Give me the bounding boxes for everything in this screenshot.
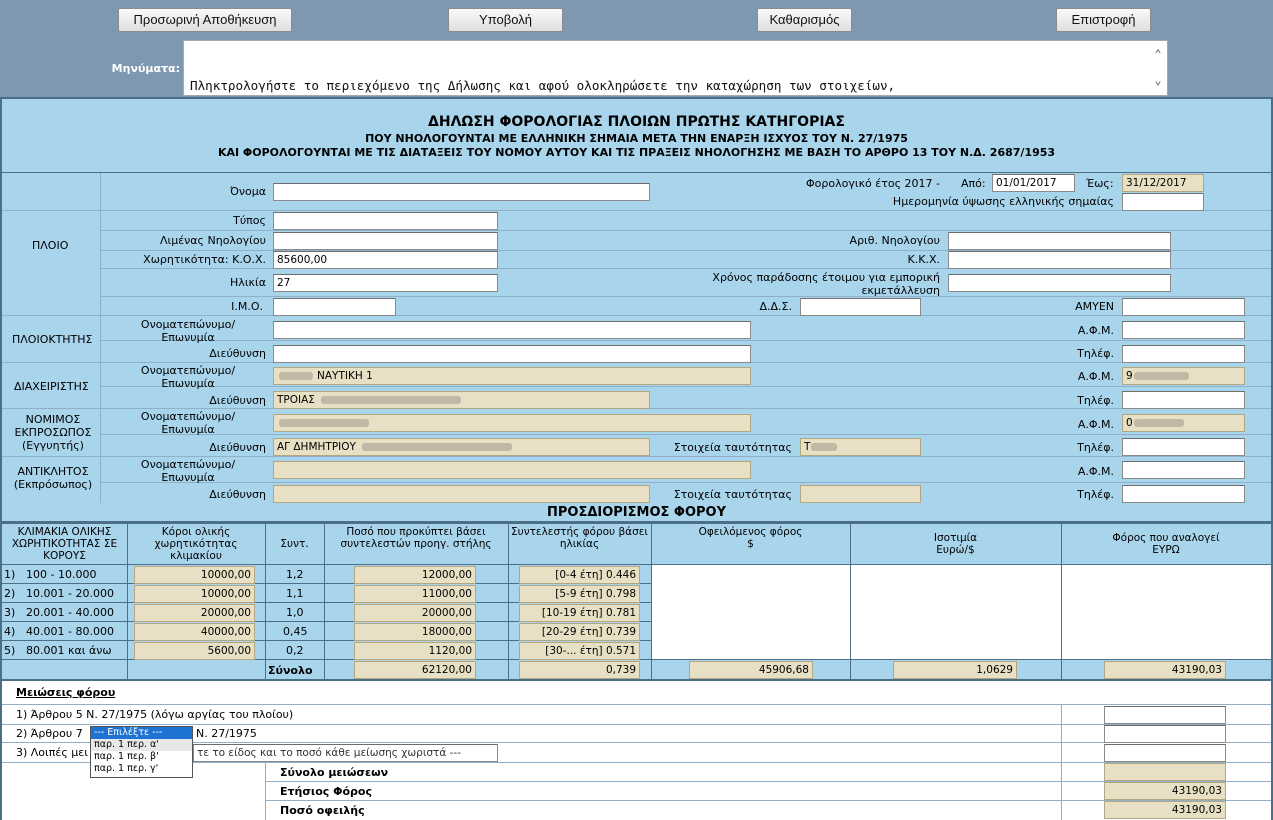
attorney-afm-input[interactable] [1122, 461, 1245, 479]
delivery-label-line-2: εκμετάλλευση [861, 284, 940, 297]
attorney-name-label [110, 458, 266, 484]
age-coef-text: 0.781 [605, 607, 636, 619]
fullname-label-line-1: Ονοματεπώνυμο/ [140, 318, 236, 331]
bracket-no: 5) [4, 644, 16, 657]
dropdown-option[interactable]: παρ. 1 περ. γ' [94, 763, 159, 774]
age-coef-text: 0.446 [605, 569, 636, 581]
owner-address-label: Διεύθυνση [209, 347, 266, 360]
ship-name-label: Όνομα [229, 185, 266, 198]
dropdown-option[interactable]: --- Επιλέξτε --- [91, 727, 192, 739]
header-tax-eur-line-1: Φόρος που αναλογεί [1112, 532, 1220, 544]
annual-tax-field: 43190,03 [1104, 782, 1226, 800]
reduction-1-label: 1) Άρθρου 5 Ν. 27/1975 (λόγω αργίας του πλοίου) [16, 708, 294, 721]
from-date-input[interactable]: 01/01/2017 [992, 174, 1075, 192]
header-rate-line-2: Ευρώ/$ [936, 544, 975, 556]
attorney-address-label: Διεύθυνση [209, 488, 266, 501]
fullname-label-line-2: Επωνυμία [161, 377, 215, 390]
owner-name-input[interactable] [273, 321, 751, 339]
bracket-range: 100 - 10.000 [26, 568, 97, 581]
header-tax-eur-line-2: ΕΥΡΩ [1152, 544, 1180, 556]
manager-afm-label: Α.Φ.Μ. [1077, 370, 1114, 383]
messages-label: Μηνύματα: [111, 62, 180, 75]
legal-rep-id-text: Τ [804, 441, 811, 453]
article7-dropdown[interactable] [90, 726, 193, 778]
age-range-text: [30-... έτη] [545, 645, 603, 657]
owner-name-label [110, 318, 266, 344]
page-title: ΔΗΛΩΣΗ ΦΟΡΟΛΟΓΙΑΣ ΠΛΟΙΩΝ ΠΡΩΤΗΣ ΚΑΤΗΓΟΡΙΑΣ [428, 114, 845, 130]
attorney-phone-label: Τηλέφ. [1077, 488, 1114, 501]
submit-button[interactable]: Υποβολή [448, 8, 563, 32]
age-input[interactable]: 27 [273, 274, 498, 292]
kkx-input[interactable] [948, 251, 1171, 269]
reductions-title: Μειώσεις φόρου [16, 686, 116, 699]
owner-section-label: ΠΛΟΙΟΚΤΗΤΗΣ [12, 333, 93, 346]
attorney-line-1: ΑΝΤΙΚΛΗΤΟΣ [17, 465, 89, 478]
kkx-label: Κ.Κ.Χ. [907, 253, 940, 266]
bracket-no: 1) [4, 568, 16, 581]
reg-no-label: Αριθ. Νηολογίου [849, 234, 940, 247]
manager-address-field [273, 391, 650, 409]
amount-field: 11000,00 [354, 585, 476, 603]
manager-address-text: ΤΡΟΙΑΣ [277, 394, 315, 406]
reduction-3-label: 3) Λοιπές μει [16, 746, 88, 759]
attorney-section-label [8, 465, 98, 491]
legal-rep-section-label [8, 413, 98, 452]
bracket-no: 3) [4, 606, 16, 619]
reduction-3-input[interactable] [1104, 744, 1226, 762]
reduction-2-label: 2) Άρθρου 7 [16, 727, 83, 740]
amount-field: 12000,00 [354, 566, 476, 584]
scroll-up-icon[interactable]: ⌃ [1154, 47, 1162, 61]
age-coef-text: 0.571 [605, 645, 636, 657]
total-eur-field: 43190,03 [1104, 661, 1226, 679]
header-tax-eur [1061, 524, 1271, 564]
bracket-range: 20.001 - 40.000 [26, 606, 114, 619]
legal-rep-line-1: ΝΟΜΙΜΟΣ [25, 413, 81, 426]
coef-value: 1,0 [286, 606, 304, 619]
reduction-2-input[interactable] [1104, 725, 1226, 743]
age-coef-field [519, 585, 640, 603]
manager-name-field [273, 367, 751, 385]
total-label: Σύνολο [268, 664, 313, 677]
attorney-line-2: (Εκπρόσωπος) [13, 478, 93, 491]
reduction-1-input[interactable] [1104, 706, 1226, 724]
manager-section-label: ΔΙΑΧΕΙΡΙΣΤΗΣ [14, 380, 89, 393]
imo-label: Ι.Μ.Ο. [231, 300, 263, 313]
imo-input[interactable] [273, 298, 396, 316]
manager-afm-field [1122, 367, 1245, 385]
dropdown-option[interactable]: παρ. 1 περ. α' [91, 739, 192, 751]
attorney-phone-input[interactable] [1122, 485, 1245, 503]
dds-input[interactable] [800, 298, 921, 316]
back-button[interactable]: Επιστροφή [1056, 8, 1151, 32]
page-subtitle-2: ΚΑΙ ΦΟΡΟΛΟΓΟΥΝΤΑΙ ΜΕ ΤΙΣ ΔΙΑΤΑΞΕΙΣ ΤΟΥ ΝΟΜΟΥ ΑΥΤΟΥ ΚΑΙ ΤΙΣ ΠΡΑΞΕΙΣ ΝΗΟΛΟΓΗΣΗΣ ΜΕ ΒΑΣΗ ΤΟ ΑΡΘΡΟ 13 ΤΟΥ Ν.Δ. 2687/1953 [217, 146, 1056, 159]
legal-rep-id-field [800, 438, 921, 456]
age-range-text: [5-9 έτη] [555, 588, 603, 600]
flag-date-label: Ημερομηνία ύψωσης ελληνικής σημαίας [892, 195, 1114, 208]
fullname-label-line-2: Επωνυμία [161, 471, 215, 484]
header-due-usd-line-1: Οφειλόμενος φόρος [698, 526, 803, 538]
owner-phone-label: Τηλέφ. [1077, 347, 1114, 360]
amount-owed-field: 43190,03 [1104, 801, 1226, 819]
reductions-sum-label: Σύνολο μειώσεων [280, 766, 389, 779]
legal-rep-address-field [273, 438, 650, 456]
type-label: Τύπος [233, 214, 266, 227]
header-rate-line-1: Ισοτιμία [933, 532, 978, 544]
tons-field: 5600,00 [134, 642, 255, 660]
legal-rep-phone-label: Τηλέφ. [1077, 441, 1114, 454]
tons-field: 20000,00 [134, 604, 255, 622]
legal-rep-address-text: ΑΓ ΔΗΜΗΤΡΙΟΥ [277, 441, 356, 453]
flag-date-input[interactable] [1122, 193, 1204, 211]
age-coef-field [519, 566, 640, 584]
annual-tax-label: Ετήσιος Φόρος [280, 785, 372, 798]
fullname-label-line-1: Ονοματεπώνυμο/ [140, 410, 236, 423]
ship-section-label: ΠΛΟΙΟ [32, 239, 69, 252]
dropdown-option[interactable]: παρ. 1 περ. β' [94, 751, 159, 762]
legal-rep-address-label: Διεύθυνση [209, 441, 266, 454]
age-coef-field [519, 604, 640, 622]
age-range-text: [0-4 έτη] [555, 569, 603, 581]
manager-afm-text: 9 [1126, 370, 1133, 382]
legal-rep-afm-field [1122, 414, 1245, 432]
tax-year-label: Φορολογικό έτος 2017 - [806, 177, 940, 190]
bracket-range: 80.001 και άνω [26, 644, 112, 657]
tax-section-title: ΠΡΟΣΔΙΟΡΙΣΜΟΣ ΦΟΡΟΥ [546, 505, 727, 520]
tons-field: 10000,00 [134, 566, 255, 584]
coef-value: 1,1 [286, 587, 304, 600]
coef-value: 1,2 [286, 568, 304, 581]
legal-rep-id-label: Στοιχεία ταυτότητας [673, 441, 792, 454]
dds-label: Δ.Δ.Σ. [759, 300, 792, 313]
delivery-label [640, 271, 940, 297]
ship-name-input[interactable] [273, 183, 650, 201]
port-input[interactable] [273, 232, 498, 250]
age-range-text: [20-29 έτη] [541, 626, 603, 638]
age-coef-field [519, 642, 640, 660]
coef-value: 0,2 [286, 644, 304, 657]
owner-phone-input[interactable] [1122, 345, 1245, 363]
amount-owed-label: Ποσό οφειλής [280, 804, 365, 817]
amount-field: 1120,00 [354, 642, 476, 660]
attorney-address-field [273, 485, 650, 503]
bracket-range: 40.001 - 80.000 [26, 625, 114, 638]
message-line-1: Πληκτρολογήστε το περιεχόμενο της Δήλωσης και αφού ολοκληρώσετε την καταχώρηση των στοιχείων, [190, 78, 896, 93]
total-usd-field: 45906,68 [689, 661, 813, 679]
amount-field: 18000,00 [354, 623, 476, 641]
reg-no-input[interactable] [948, 232, 1171, 250]
age-coef-field [519, 623, 640, 641]
amyen-label: ΑΜΥΕΝ [1075, 300, 1114, 313]
owner-afm-input[interactable] [1122, 321, 1245, 339]
to-label: Έως: [1086, 177, 1114, 190]
header-tons: Κόροι ολικής χωρητικότητας κλιμακίου [127, 524, 265, 564]
manager-phone-label: Τηλέφ. [1077, 394, 1114, 407]
manager-name-label [110, 364, 266, 390]
legal-rep-line-2: ΕΚΠΡΟΣΩΠΟΣ [14, 426, 92, 439]
scroll-down-icon[interactable]: ⌄ [1154, 73, 1162, 87]
form-header [0, 100, 1273, 172]
header-bracket: ΚΛΙΜΑΚΙΑ ΟΛΙΚΗΣ ΧΩΡΗΤΙΚΟΤΗΤΑΣ ΣΕ ΚΟΡΟΥΣ [2, 524, 127, 564]
legal-rep-phone-input[interactable] [1122, 438, 1245, 456]
bracket-no: 2) [4, 587, 16, 600]
tons-field: 40000,00 [134, 623, 255, 641]
age-coef-text: 0.739 [605, 626, 636, 638]
bracket-range: 10.001 - 20.000 [26, 587, 114, 600]
header-amount: Ποσό που προκύπτει βάσει συντελεστών προηγ. στήλης [324, 524, 508, 564]
legal-rep-name-label [110, 410, 266, 436]
legal-rep-afm-text: 0 [1126, 417, 1133, 429]
age-range-text: [10-19 έτη] [541, 607, 603, 619]
delivery-label-line-1: Χρόνος παράδοσης έτοιμου για εμπορική [712, 271, 940, 284]
reduction-3-description[interactable]: τε το είδος και το ποσό κάθε μείωσης χωριστά --- [193, 744, 498, 762]
header-due-usd [651, 524, 850, 564]
type-input[interactable] [273, 212, 498, 230]
from-label: Από: [961, 177, 986, 190]
fullname-label-line-2: Επωνυμία [161, 423, 215, 436]
attorney-afm-label: Α.Φ.Μ. [1077, 465, 1114, 478]
total-coef-field: 0,739 [519, 661, 640, 679]
header-due-usd-line-2: $ [747, 538, 754, 550]
amyen-input[interactable] [1122, 298, 1245, 316]
manager-phone-input[interactable] [1122, 391, 1245, 409]
reduction-2-law: Ν. 27/1975 [196, 727, 257, 740]
owner-afm-label: Α.Φ.Μ. [1077, 324, 1114, 337]
reductions-sum-field [1104, 763, 1226, 781]
fullname-label-line-1: Ονοματεπώνυμο/ [140, 458, 236, 471]
attorney-id-label: Στοιχεία ταυτότητας [673, 488, 792, 501]
page-subtitle-1: ΠΟΥ ΝΗΟΛΟΓΟΥΝΤΑΙ ΜΕ ΕΛΛΗΝΙΚΗ ΣΗΜΑΙΑ ΜΕΤΑ ΤΗΝ ΕΝΑΡΞΗ ΙΣΧΥΟΣ ΤΟΥ Ν. 27/1975 [365, 132, 908, 145]
clear-button[interactable]: Καθαρισμός [757, 8, 852, 32]
legal-rep-name-field [273, 414, 751, 432]
save-draft-button[interactable]: Προσωρινή Αποθήκευση [118, 8, 292, 32]
capacity-label: Χωρητικότητα: Κ.Ο.Χ. [143, 253, 266, 266]
port-label: Λιμένας Νηολογίου [159, 234, 266, 247]
fullname-label-line-1: Ονοματεπώνυμο/ [140, 364, 236, 377]
header-rate [850, 524, 1061, 564]
legal-rep-line-3: (Εγγυητής) [22, 439, 84, 452]
capacity-input[interactable]: 85600,00 [273, 251, 498, 269]
header-coef: Συντ. [265, 524, 324, 564]
messages-box[interactable] [183, 40, 1168, 96]
age-coef-text: 0.798 [605, 588, 636, 600]
attorney-id-field [800, 485, 921, 503]
manager-name-text: ΝΑΥΤΙΚΗ 1 [317, 370, 373, 382]
amount-field: 20000,00 [354, 604, 476, 622]
attorney-name-field [273, 461, 751, 479]
exchange-rate-field: 1,0629 [893, 661, 1017, 679]
delivery-input[interactable] [948, 274, 1171, 292]
owner-address-input[interactable] [273, 345, 751, 363]
age-label: Ηλικία [230, 276, 266, 289]
tons-field: 10000,00 [134, 585, 255, 603]
manager-address-label: Διεύθυνση [209, 394, 266, 407]
coef-value: 0,45 [283, 625, 308, 638]
fullname-label-line-2: Επωνυμία [161, 331, 215, 344]
to-date-field: 31/12/2017 [1122, 174, 1204, 192]
total-amount-field: 62120,00 [354, 661, 476, 679]
bracket-no: 4) [4, 625, 16, 638]
header-age-coef: Συντελεστής φόρου βάσει ηλικίας [508, 524, 651, 564]
legal-rep-afm-label: Α.Φ.Μ. [1077, 418, 1114, 431]
